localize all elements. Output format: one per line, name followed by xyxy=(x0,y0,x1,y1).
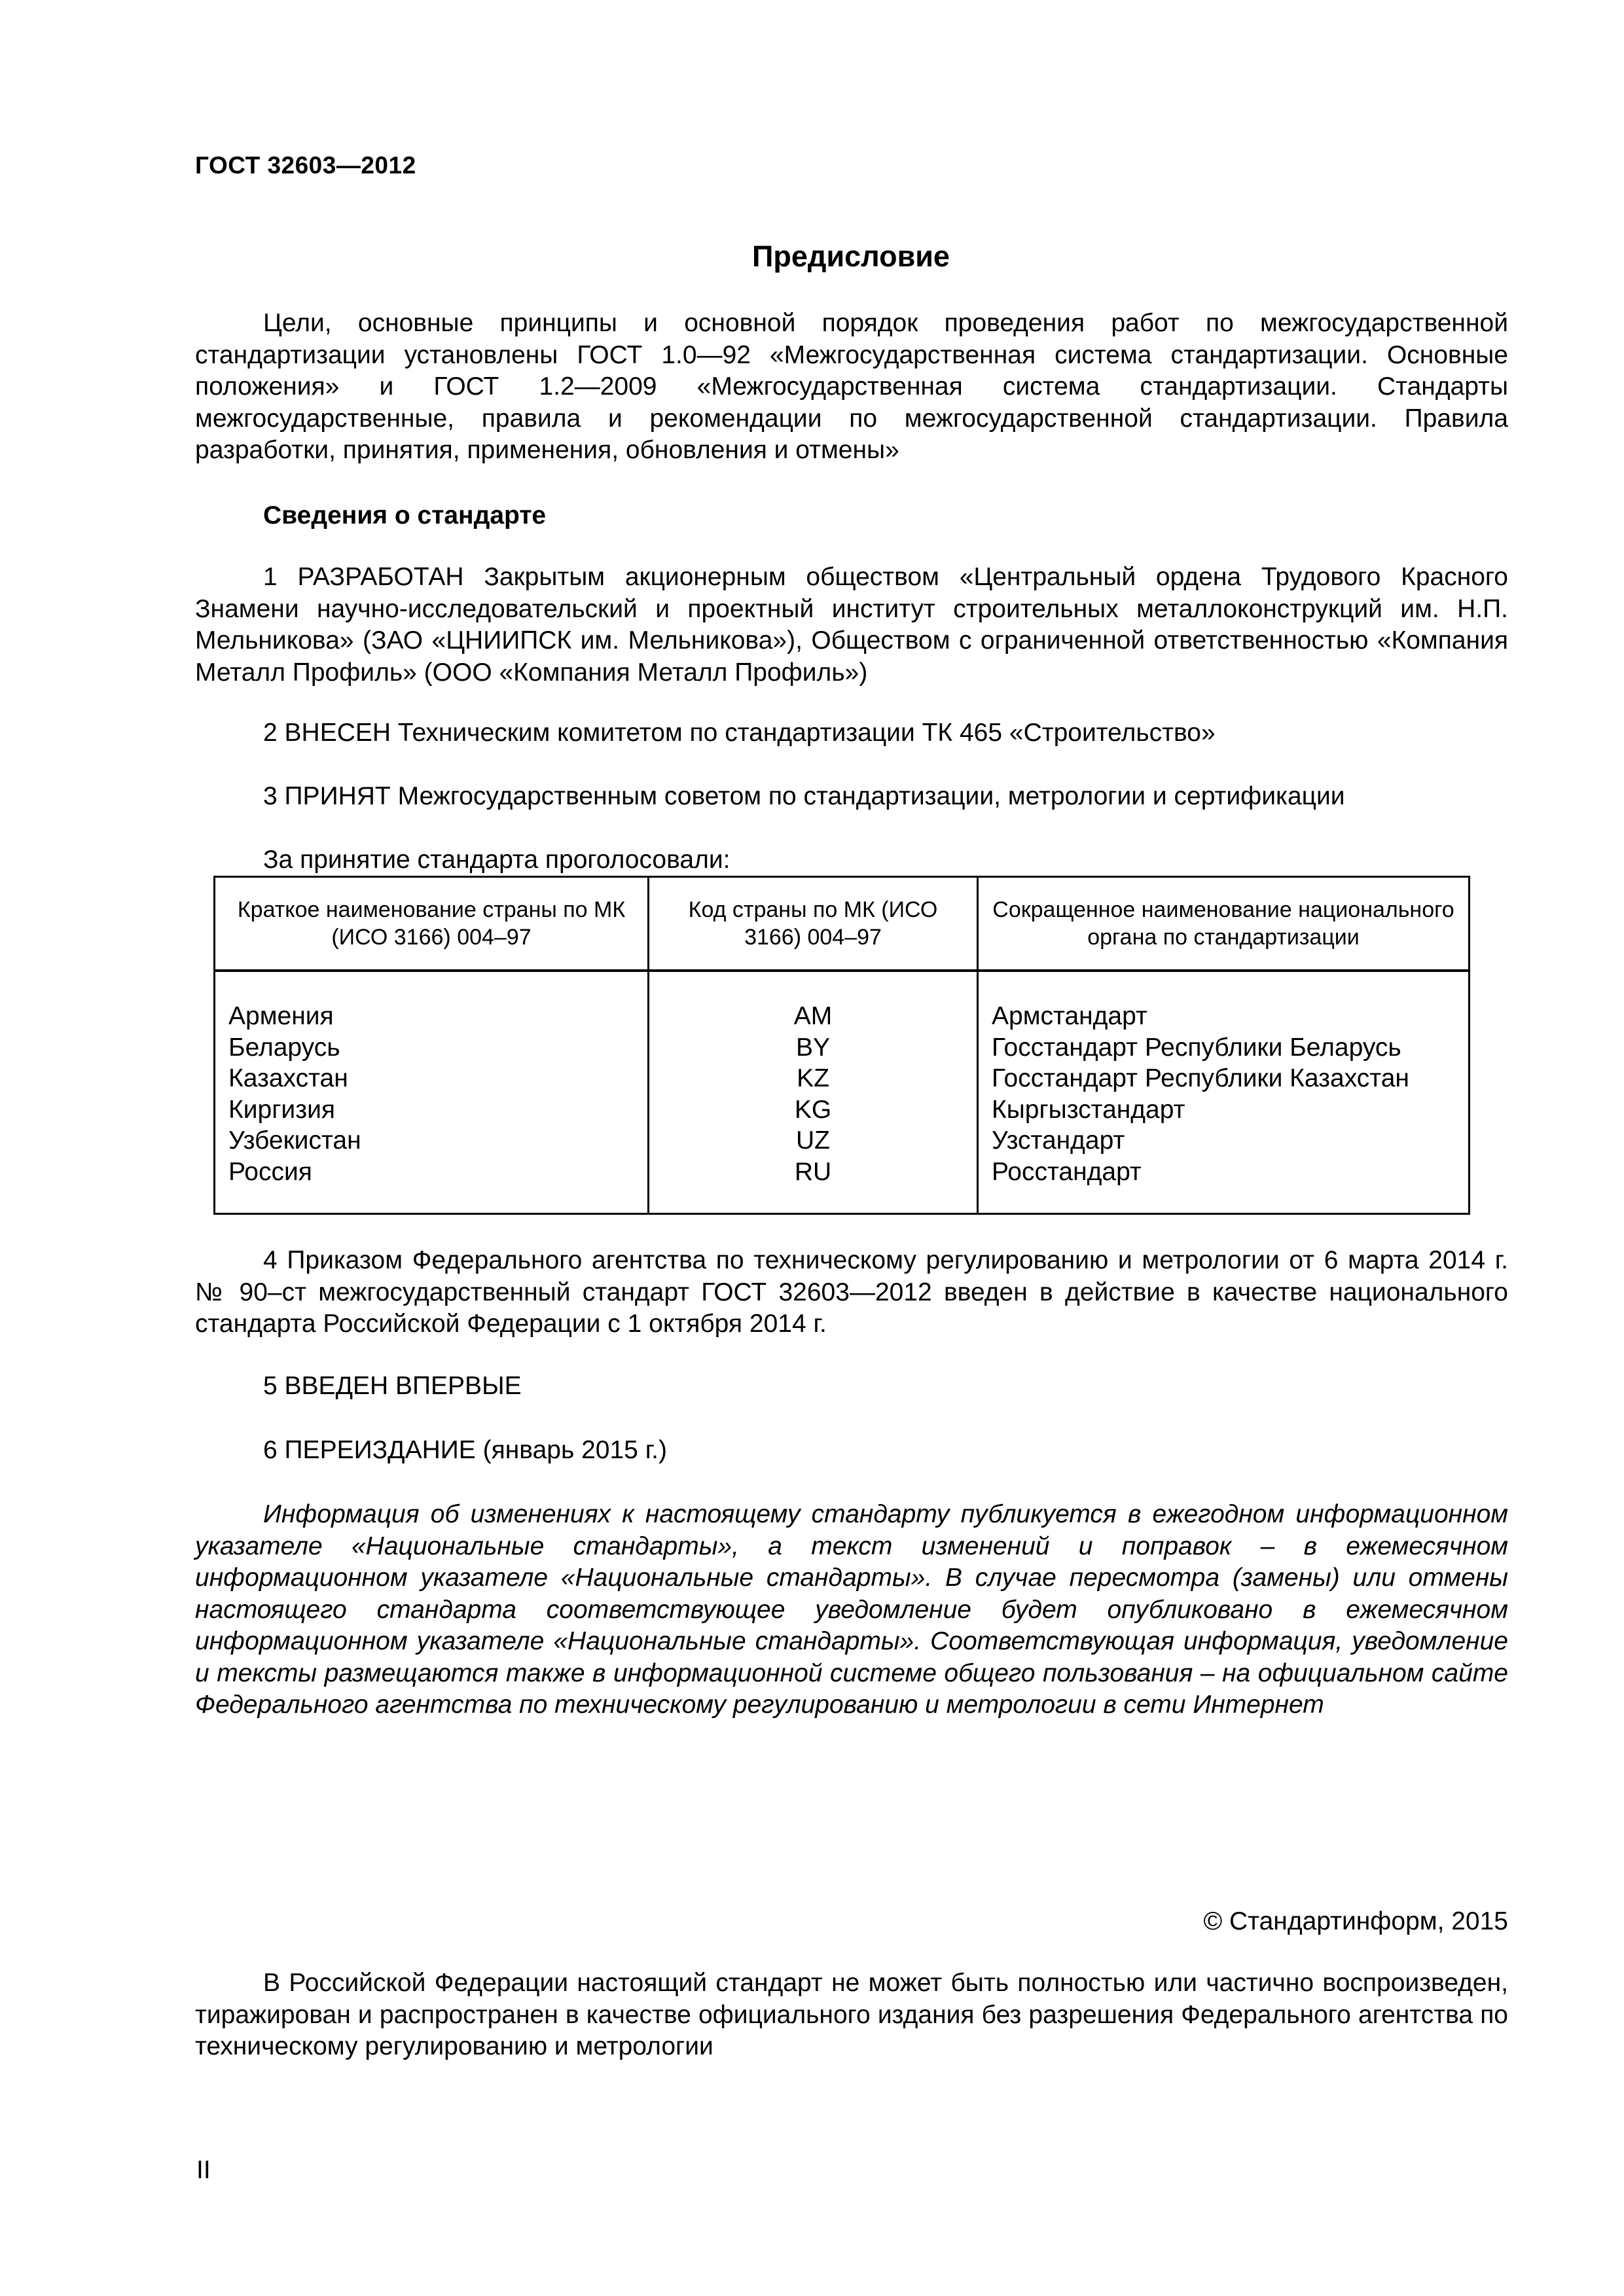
item-5-first-introduced: 5 ВВЕДЕН ВПЕРВЫЕ xyxy=(263,1372,522,1400)
votes-caption: За принятие стандарта проголосовали: xyxy=(263,846,731,874)
reproduction-notice: В Российской Федерации настоящий стандарт не может быть полностью или частично воспроизведен, тиражирован и распространен в качестве официального издания без разрешения Федерального агентства по техническому регулированию и метрологии xyxy=(195,1969,1508,2060)
code-cell: UZ xyxy=(796,1126,830,1155)
country-cell: Россия xyxy=(228,1157,312,1186)
standards-body-column xyxy=(978,971,1470,1214)
item-6-reissue: 6 ПЕРЕИЗДАНИЕ (январь 2015 г.) xyxy=(263,1436,667,1464)
item-1-developed: 1 РАЗРАБОТАН Закрытым акционерным обществом «Центральный ордена Трудового Красного Знамени научно-исследовательский и проектный институт строительных металлоконструкций им. Н.П. Мельникова» (ЗАО «ЦНИИПСК им. Мельникова»), Обществом с ограниченной ответственностью «Компания Металл Профиль» (ООО «Компания Металл Профиль») xyxy=(195,563,1508,687)
code-cell: RU xyxy=(794,1157,832,1186)
country-cell: Армения xyxy=(228,1002,334,1030)
changes-info-paragraph: Информация об изменениях к настоящему стандарту публикуется в ежегодном информационном указателе «Национальные стандарты», а текст изменений и поправок – в ежемесячном информационном указателе «Национальные стандарты». В случае пересмотра (замены) или отмены настоящего стандарта соответствующее уведомление будет опубликовано в ежемесячном информационном указателе «Национальные стандарты». Соответствующая информация, уведомление и тексты размещаются также в информационной системе общего пользования – на официальном сайте Федерального агентства по техническому регулированию и метрологии в сети Интернет xyxy=(195,1500,1508,1719)
country-cell: Узбекистан xyxy=(228,1126,361,1155)
header-country: Краткое наименование страны по МК (ИСО 3166) 004–97 xyxy=(215,877,649,971)
code-cell: KZ xyxy=(797,1064,829,1092)
country-cell: Беларусь xyxy=(228,1033,340,1062)
country-cell: Казахстан xyxy=(228,1064,348,1092)
votes-table-body xyxy=(215,971,1470,1214)
standards-body-cell: Узстандарт xyxy=(992,1126,1125,1155)
page-title: Предисловие xyxy=(752,240,950,273)
copyright-notice: © Стандартинформ, 2015 xyxy=(1203,1907,1508,1935)
code-cell: KG xyxy=(794,1095,832,1124)
country-column xyxy=(215,971,649,1214)
standards-body-cell: Росстандарт xyxy=(992,1157,1142,1186)
item-2-submitted: 2 ВНЕСЕН Техническим комитетом по стандартизации ТК 465 «Строительство» xyxy=(263,719,1216,747)
standards-body-cell: Кыргызстандарт xyxy=(992,1095,1185,1124)
votes-table-header-row xyxy=(215,877,1470,971)
document-header: ГОСТ 32603—2012 xyxy=(195,152,416,179)
code-cell: AM xyxy=(793,1002,833,1030)
votes-table xyxy=(213,876,1470,1215)
intro-paragraph: Цели, основные принципы и основной порядок проведения работ по межгосударственной стандартизации установлены ГОСТ 1.0—92 «Межгосударственная система стандартизации. Основные положения» и ГОСТ 1.2—2009 «Межгосударственная система стандартизации. Стандарты межгосударственные, правила и рекомендации по межгосударственной стандартизации. Правила разработки, принятия, применения, обновления и отмены» xyxy=(195,309,1508,464)
standards-body-cell: Госстандарт Республики Казахстан xyxy=(992,1064,1409,1092)
item-4-order: 4 Приказом Федерального агентства по техническому регулированию и метрологии от 6 марта 2014 г. № 90–ст межгосударственный стандарт ГОСТ 32603—2012 введен в действие в качестве национального стандарта Российской Федерации с 1 октября 2014 г. xyxy=(195,1246,1508,1338)
page-number: II xyxy=(196,2156,211,2184)
code-column xyxy=(649,971,978,1214)
header-code: Код страны по МК (ИСО 3166) 004–97 xyxy=(649,877,978,971)
info-heading: Сведения о стандарте xyxy=(263,501,547,529)
standards-body-cell: Госстандарт Республики Беларусь xyxy=(992,1033,1401,1062)
country-cell: Киргизия xyxy=(228,1095,335,1124)
code-cell: BY xyxy=(795,1033,831,1062)
item-3-adopted: 3 ПРИНЯТ Межгосударственным советом по стандартизации, метрологии и сертификации xyxy=(263,782,1345,810)
header-standards-body: Сокращенное наименование национального органа по стандартизации xyxy=(978,877,1470,971)
standards-body-cell: Армстандарт xyxy=(992,1002,1147,1030)
